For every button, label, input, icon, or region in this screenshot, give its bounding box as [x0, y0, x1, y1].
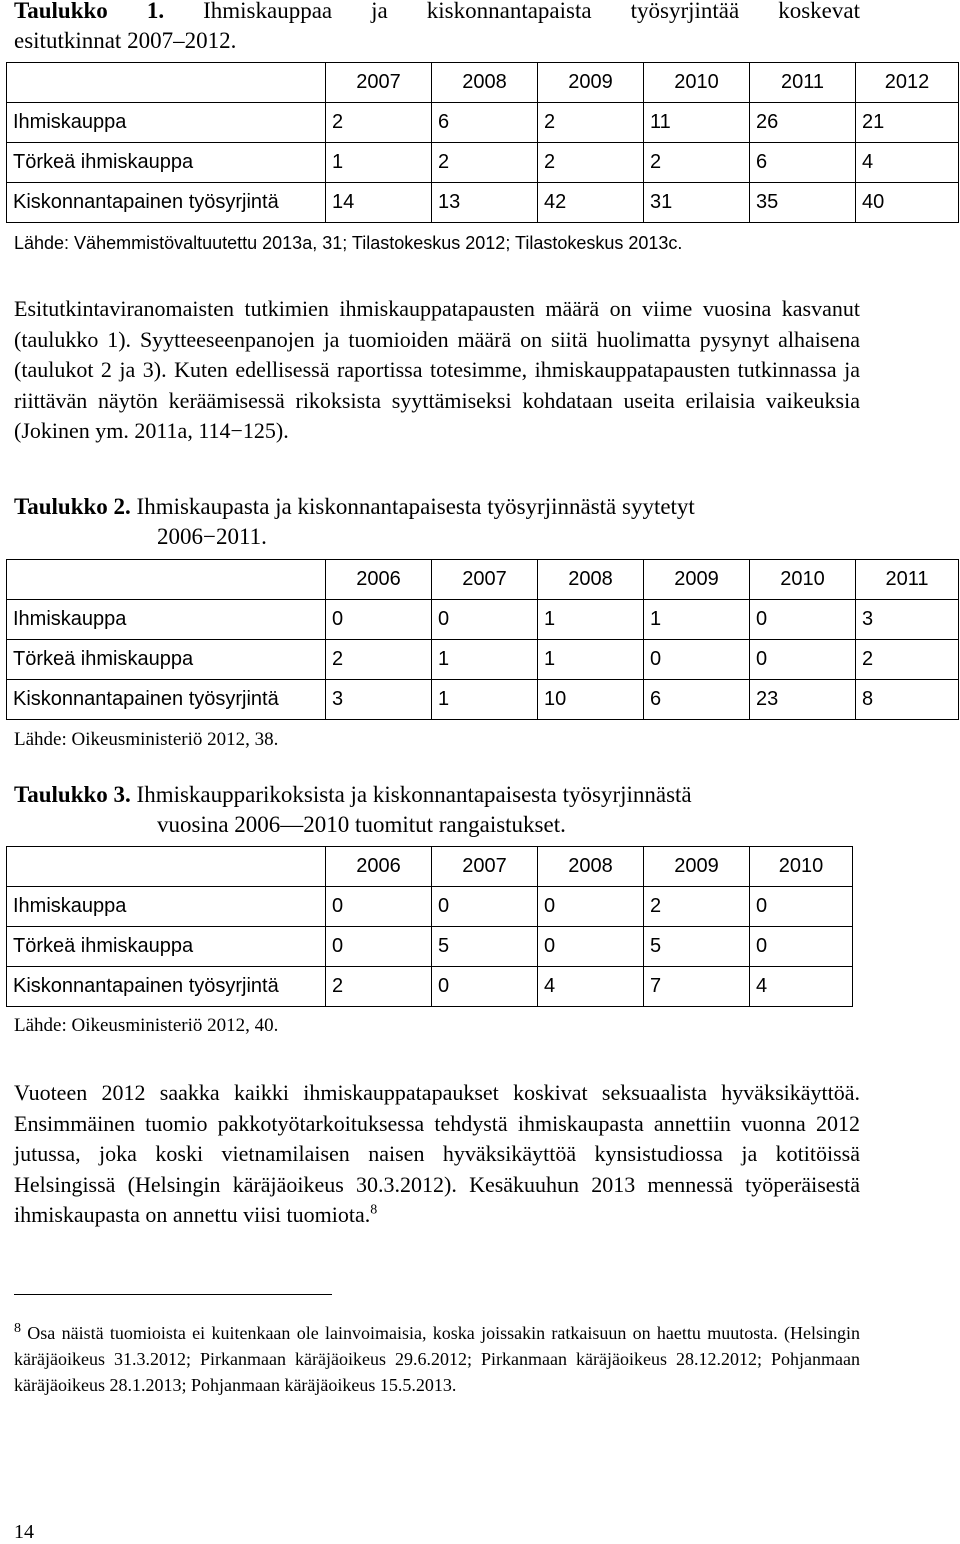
table2-cell: 23 — [750, 680, 856, 720]
paragraph-1: Esitutkintaviranomaisten tutkimien ihmiskauppatapausten määrä on viime vuosina kasvanut (taulukko 1). Syytteeseenpanojen ja tuomioiden määrä on siitä huolimatta pysynyt alhaisena (taulukot 2 ja 3). Kuten edellisessä raportissa totesimme, ihmiskauppatapausten tutkinnassa ja riittävän näytön keräämisessä rikoksista syyttämiseksi kohdataan useita erilaisia vaikeuksia (Jokinen ym. 2011a, 114−125). — [14, 296, 860, 443]
table2-caption-line2: 2006−2011. — [157, 524, 267, 549]
table3-column-header: 2009 — [644, 847, 750, 887]
table1-column-header: 2009 — [538, 63, 644, 103]
table2-column-header: 2008 — [538, 560, 644, 600]
table2-column-header: 2006 — [326, 560, 432, 600]
table3-cell: 2 — [644, 887, 750, 927]
table3-cell: 7 — [644, 967, 750, 1007]
table3-source: Lähde: Oikeusministeriö 2012, 40. — [14, 1015, 279, 1036]
table3-table-row — [7, 887, 853, 927]
table2-cell: 8 — [856, 680, 959, 720]
table3-table-row — [7, 927, 853, 967]
table1 — [6, 62, 959, 223]
table1-caption-line1 — [14, 0, 860, 26]
table1-cell: 2 — [538, 103, 644, 143]
table1-row-label: Kiskonnantapainen työsyrjintä — [7, 183, 326, 223]
table2-column-header: 2009 — [644, 560, 750, 600]
table3-cell: 0 — [432, 967, 538, 1007]
table1-cell: 4 — [856, 143, 959, 183]
table2 — [6, 559, 959, 720]
table1-column-header: 2012 — [856, 63, 959, 103]
table2-cell: 1 — [538, 640, 644, 680]
table2-header-row — [7, 560, 959, 600]
table1-cell: 6 — [750, 143, 856, 183]
table1-column-header: 2011 — [750, 63, 856, 103]
table2-cell: 2 — [856, 640, 959, 680]
table1-cell: 13 — [432, 183, 538, 223]
table3-row-label: Ihmiskauppa — [7, 887, 326, 927]
table1-cell: 31 — [644, 183, 750, 223]
table1-row-label: Törkeä ihmiskauppa — [7, 143, 326, 183]
table2-header-blank-cell — [7, 560, 326, 600]
table1-cell: 21 — [856, 103, 959, 143]
table3-column-header: 2007 — [432, 847, 538, 887]
table1-cell: 42 — [538, 183, 644, 223]
table1-cell: 40 — [856, 183, 959, 223]
table3-cell: 5 — [432, 927, 538, 967]
table2-cell: 1 — [538, 600, 644, 640]
table2-table-row — [7, 680, 959, 720]
table1-caption-text: Ihmiskauppaa ja kiskonnantapaista työsyrjintää koskevat — [203, 0, 860, 23]
table3-cell: 4 — [538, 967, 644, 1007]
table3-row-label: Kiskonnantapainen työsyrjintä — [7, 967, 326, 1007]
table3-cell: 0 — [538, 887, 644, 927]
table1-table-row — [7, 143, 959, 183]
table3-cell: 0 — [326, 927, 432, 967]
footnote-text: Osa näistä tuomioista ei kuitenkaan ole lainvoimaisia, koska joissakin ratkaisuun on haettu muutosta. (Helsingin käräjäoikeus 31.3.2012; Pirkanmaan käräjäoikeus 29.6.2012; Pirkanmaan käräjäoikeus 28.12.2012; Pohjanmaan käräjäoikeus 28.1.2013; Pohjanmaan käräjäoikeus 15.5.2013. — [14, 1323, 860, 1395]
table1-cell: 6 — [432, 103, 538, 143]
table3-cell: 0 — [750, 887, 853, 927]
table2-caption-text: Ihmiskaupasta ja kiskonnantapaisesta työsyrjinnästä syytetyt — [136, 494, 695, 519]
table2-cell: 3 — [326, 680, 432, 720]
table1-cell: 2 — [538, 143, 644, 183]
table2-column-header: 2007 — [432, 560, 538, 600]
table3-caption-label: Taulukko 3. — [14, 782, 131, 807]
footnote — [14, 1320, 860, 1398]
table3-cell: 2 — [326, 967, 432, 1007]
table3-caption-line2: vuosina 2006—2010 tuomitut rangaistukset. — [157, 812, 566, 837]
table1-cell: 35 — [750, 183, 856, 223]
table2-cell: 0 — [644, 640, 750, 680]
table1-column-header: 2010 — [644, 63, 750, 103]
table2-row-label: Ihmiskauppa — [7, 600, 326, 640]
table3-column-header: 2008 — [538, 847, 644, 887]
table3-table-row — [7, 967, 853, 1007]
paragraph-2 — [14, 1078, 860, 1231]
table2-source: Lähde: Oikeusministeriö 2012, 38. — [14, 729, 279, 750]
table1-caption-line2: esitutkinnat 2007–2012. — [14, 28, 237, 53]
table1-cell: 2 — [432, 143, 538, 183]
table1-row-label: Ihmiskauppa — [7, 103, 326, 143]
table3-caption-line1 — [14, 780, 860, 810]
table3 — [6, 846, 853, 1007]
footnote-number: 8 — [14, 1321, 21, 1336]
table1-cell: 11 — [644, 103, 750, 143]
table1-cell: 2 — [644, 143, 750, 183]
table1-cell: 14 — [326, 183, 432, 223]
table3-cell: 0 — [538, 927, 644, 967]
table2-caption — [14, 492, 860, 552]
paragraph-2-text: Vuoteen 2012 saakka kaikki ihmiskauppatapaukset koskivat seksuaalista hyväksikäyttöä. Ensimmäinen tuomio pakkotyötarkoituksessa tehdystä ihmiskaupasta annettiin vuonna 2012 jutussa, joka koski vietnamilaisen naisen hyväksikäyttöä kynsistudiossa ja kotitöissä Helsingissä (Helsingin käräjäoikeus 30.3.2012). Kesäkuuhun 2013 mennessä työperäisestä ihmiskaupasta on annettu viisi tuomiota. — [14, 1080, 860, 1227]
table1-cell: 2 — [326, 103, 432, 143]
table2-cell: 3 — [856, 600, 959, 640]
table1-caption-label: Taulukko 1. — [14, 0, 165, 23]
footnote-ref: 8 — [370, 1202, 378, 1218]
table3-row-label: Törkeä ihmiskauppa — [7, 927, 326, 967]
table2-cell: 0 — [326, 600, 432, 640]
table3-column-header: 2010 — [750, 847, 853, 887]
table2-table-row — [7, 640, 959, 680]
table2-row-label: Törkeä ihmiskauppa — [7, 640, 326, 680]
table3-column-header: 2006 — [326, 847, 432, 887]
table1-cell: 1 — [326, 143, 432, 183]
table2-cell: 1 — [432, 640, 538, 680]
table3-cell: 5 — [644, 927, 750, 967]
table2-cell: 1 — [644, 600, 750, 640]
table2-row-label: Kiskonnantapainen työsyrjintä — [7, 680, 326, 720]
table1-cell: 26 — [750, 103, 856, 143]
table2-cell: 0 — [432, 600, 538, 640]
table2-cell: 0 — [750, 600, 856, 640]
table3-caption — [14, 780, 860, 840]
table2-column-header: 2010 — [750, 560, 856, 600]
table3-cell: 0 — [432, 887, 538, 927]
table2-caption-label: Taulukko 2. — [14, 494, 131, 519]
table3-cell: 0 — [326, 887, 432, 927]
table1-header-blank-cell — [7, 63, 326, 103]
table1-table-row — [7, 103, 959, 143]
table2-cell: 0 — [750, 640, 856, 680]
table1-header-row — [7, 63, 959, 103]
footnote-divider — [14, 1294, 332, 1295]
table2-cell: 6 — [644, 680, 750, 720]
table2-column-header: 2011 — [856, 560, 959, 600]
page-number: 14 — [14, 1521, 34, 1543]
table1-source: Lähde: Vähemmistövaltuutettu 2013a, 31; Tilastokeskus 2012; Tilastokeskus 2013c. — [14, 233, 683, 253]
table3-cell: 4 — [750, 967, 853, 1007]
table2-cell: 2 — [326, 640, 432, 680]
table3-header-row — [7, 847, 853, 887]
table3-header-blank-cell — [7, 847, 326, 887]
table3-caption-text: Ihmiskaupparikoksista ja kiskonnantapaisesta työsyrjinnästä — [136, 782, 692, 807]
table1-caption — [14, 0, 860, 56]
table1-column-header: 2008 — [432, 63, 538, 103]
table2-cell: 1 — [432, 680, 538, 720]
table1-table-row — [7, 183, 959, 223]
table1-column-header: 2007 — [326, 63, 432, 103]
table2-caption-line1 — [14, 492, 860, 522]
table2-table-row — [7, 600, 959, 640]
table3-cell: 0 — [750, 927, 853, 967]
table2-cell: 10 — [538, 680, 644, 720]
